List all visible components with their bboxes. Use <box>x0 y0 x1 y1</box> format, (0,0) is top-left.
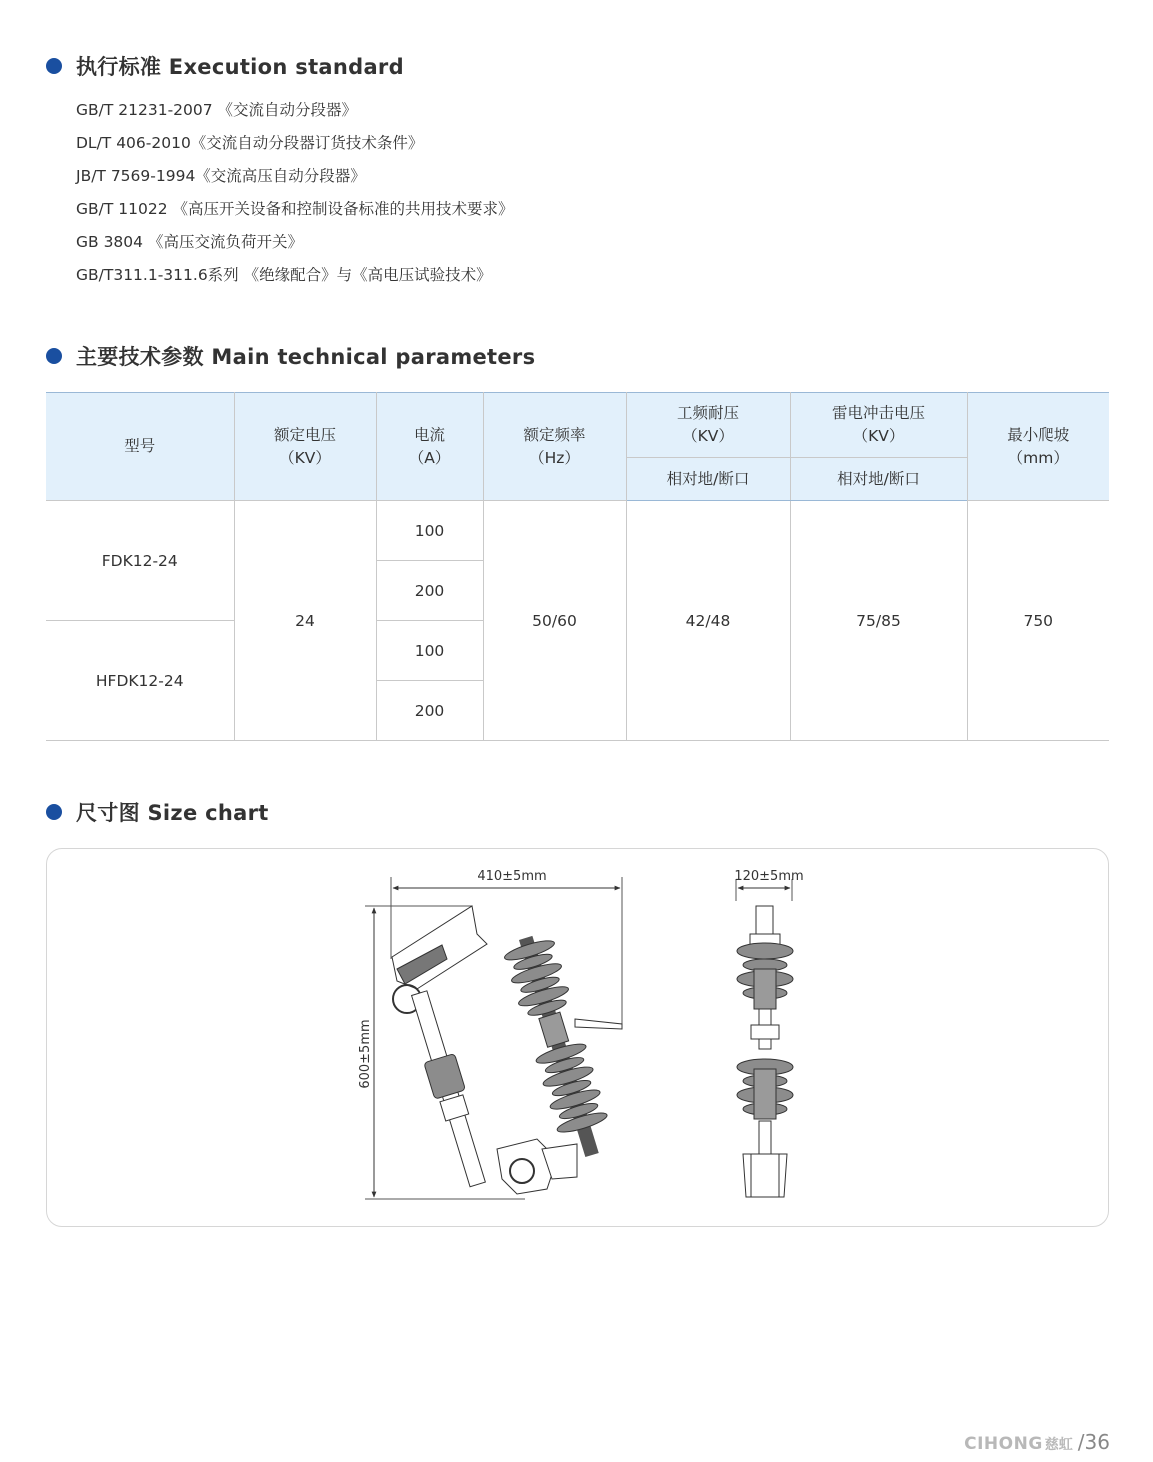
header-creepage: 最小爬坡 （mm） <box>967 393 1109 501</box>
size-title-text: 尺寸图 Size chart <box>76 801 269 825</box>
cell-voltage: 24 <box>234 501 376 741</box>
page-separator: / <box>1077 1430 1085 1454</box>
params-title-text: 主要技术参数 Main technical parameters <box>76 345 536 369</box>
size-title <box>46 797 269 827</box>
standards-title <box>46 51 404 81</box>
bullet-icon <box>46 348 62 364</box>
brand-logo-cn: 慈虹 <box>1044 1437 1073 1453</box>
size-chart-panel <box>46 848 1109 1227</box>
cutout-front-view <box>392 906 622 1194</box>
header-current: 电流 （A） <box>376 393 483 501</box>
cell-current: 200 <box>376 681 483 741</box>
size-drawing <box>47 849 1108 1226</box>
header-impulse-sub: 相对地/断口 <box>790 458 967 501</box>
dim-width-label: 410±5mm <box>477 869 547 884</box>
dim-side-label: 120±5mm <box>734 869 804 884</box>
cutout-side-view <box>737 906 793 1197</box>
page-footer <box>964 1430 1110 1454</box>
brand-logo-en: CIHONG <box>964 1434 1043 1454</box>
standard-item: GB/T 11022 《高压开关设备和控制设备标准的共用技术要求》 <box>76 200 514 218</box>
cell-creepage: 750 <box>967 501 1109 741</box>
cell-current: 200 <box>376 561 483 621</box>
page-number: 36 <box>1084 1430 1110 1454</box>
standards-list <box>76 98 514 296</box>
dim-height-label: 600±5mm <box>358 1019 373 1089</box>
header-impulse: 雷电冲击电压 （KV） <box>790 393 967 458</box>
standard-item: GB 3804 《高压交流负荷开关》 <box>76 233 303 251</box>
cell-current: 100 <box>376 501 483 561</box>
cell-power-freq: 42/48 <box>626 501 790 741</box>
standards-title-text: 执行标准 Execution standard <box>76 55 404 79</box>
cell-frequency: 50/60 <box>483 501 626 741</box>
cell-current: 100 <box>376 621 483 681</box>
standard-item: GB/T 21231-2007 《交流自动分段器》 <box>76 101 358 119</box>
dimension-side <box>734 869 803 901</box>
cell-model-fdk: FDK12-24 <box>46 501 234 621</box>
standard-item: JB/T 7569-1994《交流高压自动分段器》 <box>76 167 366 185</box>
standard-item: GB/T311.1-311.6系列 《绝缘配合》与《高电压试验技术》 <box>76 266 492 284</box>
header-power-freq: 工频耐压 （KV） <box>626 393 790 458</box>
params-title <box>46 341 535 371</box>
header-frequency: 额定频率 （Hz） <box>483 393 626 501</box>
standard-item: DL/T 406-2010《交流自动分段器订货技术条件》 <box>76 134 424 152</box>
header-model: 型号 <box>46 393 234 501</box>
cell-model-hfdk: HFDK12-24 <box>46 621 234 741</box>
bullet-icon <box>46 58 62 74</box>
bullet-icon <box>46 804 62 820</box>
header-power-freq-sub: 相对地/断口 <box>626 458 790 501</box>
params-table <box>46 392 1109 741</box>
cell-impulse: 75/85 <box>790 501 967 741</box>
header-voltage: 额定电压 （KV） <box>234 393 376 501</box>
